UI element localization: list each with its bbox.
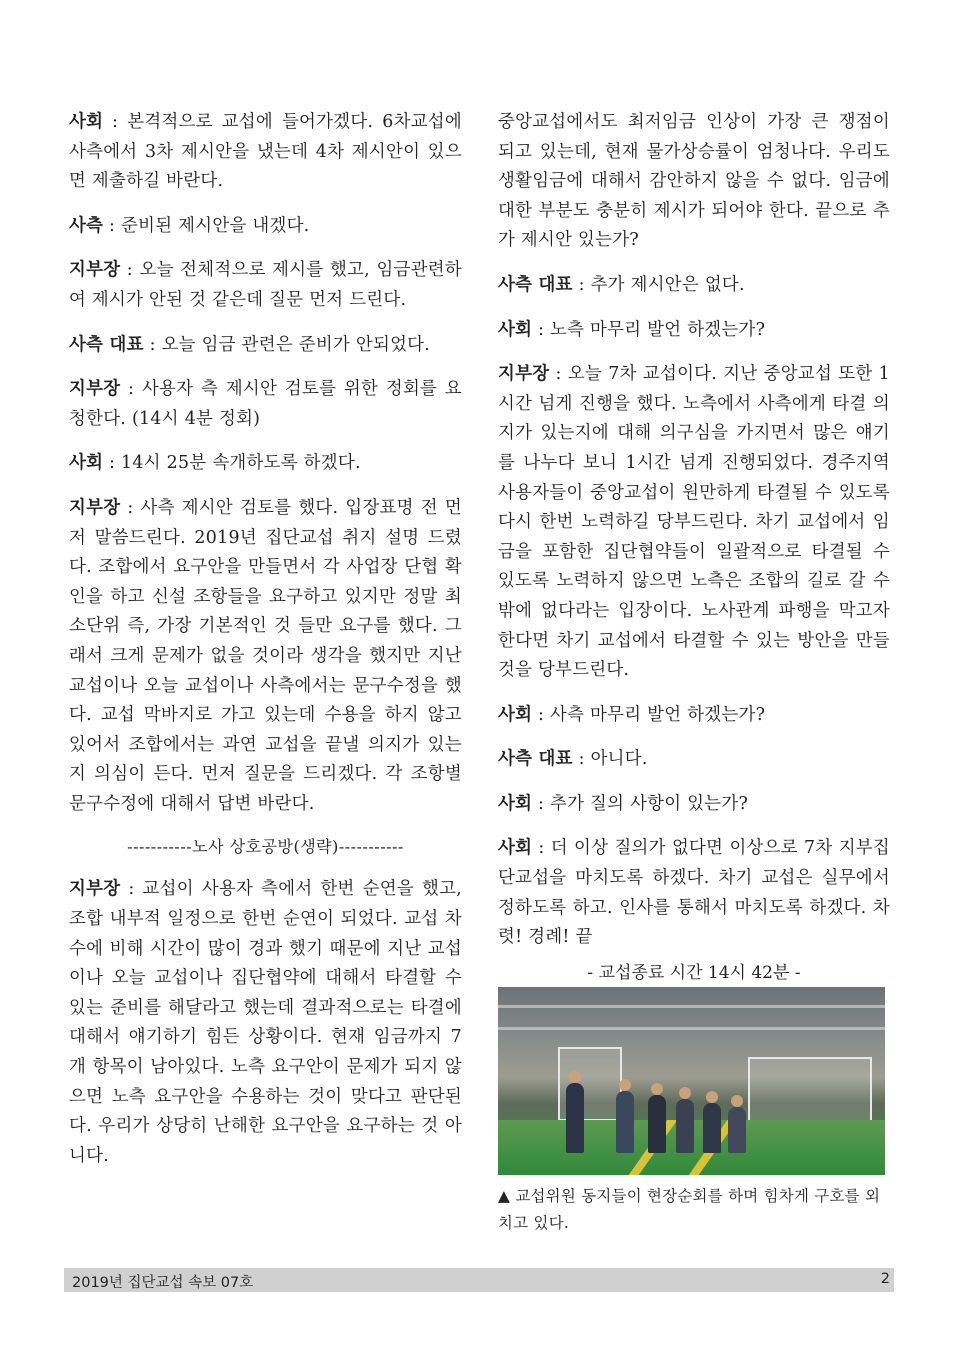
speaker-label: 사측 대표 — [69, 334, 144, 355]
dialogue-text: : 사측 제시안 검토를 했다. 입장표명 전 먼저 말씀드린다. 2019년 집단교섭 취지 설명 드렸다. 조합에서 요구안을 만들면서 각 사업장 단협 확인을 하고 신설 조항들을 요구하고 있지만 정말 최소단위 즉, 가장 기본적인 것 들만 요구를 했다. 그래서 크게 문제가 없을 것이라 생각을 했지만 지난 교섭이나 오늘 교섭이나 사측에서는 문구수정을 했다. 교섭 막바지로 가고 있는데 수용을 하지 않고 있어서 조합에서는 과연 교섭을 끝낼 의지가 있는지 의심이 든다. 먼저 질문을 드리겠다. 각 조항별 문구수정에 대해서 답변 바란다. — [69, 497, 462, 814]
factory-photo — [498, 987, 885, 1175]
dialogue-paragraph — [498, 271, 890, 301]
dialogue-text: : 준비된 제시안을 내겠다. — [103, 215, 310, 236]
worker-head — [619, 1079, 631, 1091]
speaker-label: 사측 대표 — [498, 274, 573, 295]
worker-head — [706, 1091, 718, 1103]
dialogue-paragraph — [69, 108, 462, 197]
worker-figure — [648, 1095, 666, 1153]
worker-head — [651, 1083, 663, 1095]
dialogue-paragraph — [69, 212, 462, 242]
left-column — [69, 108, 462, 1186]
dialogue-text: : 교섭이 사용자 측에서 한번 순연을 했고, 조합 내부적 일정으로 한번 순연이 되었다. 교섭 차수에 비해 시간이 많이 경과 했기 때문에 지난 교섭이나 오늘 교섭이나 집단협약에 대해서 타결할 수 있는 준비를 해달라고 했는데 결과적으로는 타결에 대해서 얘기하기 힘든 상황이다. 현재 임금까지 7개 항목이 남아있다. 노측 요구안이 문제가 되지 않으면 노측 요구안을 수용하는 것이 맞다고 판단된다. 우리가 상당히 난해한 요구안을 요구하는 것 아니다. — [69, 879, 462, 1166]
worker-figure — [728, 1107, 746, 1153]
speaker-label: 사측 — [69, 215, 104, 236]
dialogue-paragraph — [69, 256, 462, 315]
dialogue-paragraph — [498, 316, 890, 346]
dialogue-paragraph — [69, 331, 462, 361]
speaker-label: 사회 — [498, 838, 533, 859]
dialogue-text: : 더 이상 질의가 없다면 이상으로 7차 지부집단교섭을 마치도록 하겠다. 차기 교섭은 실무에서 정하도록 하고. 인사를 통해서 마치도록 하겠다. 차렷! 경례! 끝 — [498, 838, 890, 948]
dialogue-paragraph — [498, 834, 890, 952]
dialogue-paragraph — [69, 494, 462, 820]
worker-head — [679, 1087, 691, 1099]
dialogue-text: : 추가 질의 사항이 있는가? — [532, 793, 749, 814]
speaker-label: 사회 — [498, 704, 533, 725]
dialogue-paragraph — [69, 449, 462, 479]
worker-figure — [676, 1099, 694, 1153]
dialogue-text: 중앙교섭에서도 최저임금 인상이 가장 큰 쟁점이 되고 있는데, 현재 물가상승률이 엄청나다. 우리도 생활임금에 대해서 감안하지 않을 수 없다. 임금에 대한 부분도 충분히 제시가 되어야 한다. 끝으로 추가 제시안 있는가? — [498, 112, 890, 251]
end-time-note: - 교섭종료 시간 14시 42분 - — [587, 962, 801, 983]
dialogue-text: : 사측 마무리 발언 하겠는가? — [532, 704, 766, 725]
worker-figure — [566, 1083, 584, 1153]
dialogue-text: : 아니다. — [572, 749, 648, 770]
dialogue-paragraph — [498, 108, 890, 256]
section-separator: -----------노사 상호공방(생략)----------- — [127, 837, 404, 857]
speaker-label: 사회 — [498, 793, 533, 814]
speaker-label: 사회 — [69, 112, 104, 132]
photo-caption: ▲ 교섭위원 동지들이 현장순회를 하며 힘차게 구호를 외치고 있다. — [498, 1186, 881, 1232]
worker-figure — [703, 1103, 721, 1153]
dialogue-paragraph — [69, 875, 462, 1171]
dialogue-text: : 추가 제시안은 없다. — [572, 274, 745, 295]
dialogue-paragraph — [498, 360, 890, 686]
dialogue-text: : 오늘 전체적으로 제시를 했고, 임금관련하여 제시가 안된 것 같은데 질문 먼저 드린다. — [69, 260, 462, 310]
dialogue-paragraph — [498, 790, 890, 820]
dialogue-text: : 사용자 측 제시안 검토를 위한 정회를 요청한다. (14시 4분 정회) — [69, 379, 462, 429]
dialogue-text: : 오늘 임금 관련은 준비가 안되었다. — [143, 334, 431, 355]
speaker-label: 지부장 — [69, 260, 121, 281]
dialogue-paragraph — [498, 745, 890, 775]
dialogue-paragraph — [69, 375, 462, 434]
worker-head — [569, 1071, 581, 1083]
speaker-label: 사회 — [69, 453, 104, 474]
ceiling-beam — [498, 1027, 885, 1030]
speaker-label: 지부장 — [69, 879, 121, 900]
dialogue-text: : 본격적으로 교섭에 들어가겠다. 6차교섭에 사측에서 3차 제시안을 냈는데 4차 제시안이 있으면 제출하길 바란다. — [69, 112, 462, 192]
page-number: 2 — [880, 1271, 890, 1287]
dialogue-text: : 노측 마무리 발언 하겠는가? — [532, 319, 766, 340]
dialogue-paragraph — [498, 701, 890, 731]
speaker-label: 지부장 — [69, 497, 121, 518]
right-column — [498, 108, 890, 1237]
page-footer — [64, 1268, 894, 1292]
speaker-label: 지부장 — [69, 379, 121, 400]
speaker-label: 지부장 — [498, 364, 550, 385]
worker-figure — [616, 1091, 634, 1153]
worker-head — [731, 1095, 743, 1107]
dialogue-text: : 오늘 7차 교섭이다. 지난 중앙교섭 또한 1시간 넘게 진행을 했다. 노측에서 사측에게 타결 의지가 있는지에 대해 의구심을 가지면서 많은 얘기를 나누다 보니 1시간 넘게 진행되었다. 경주지역 사용자들이 중앙교섭이 원만하게 타결될 수 있도록 다시 한번 노력하길 당부드린다. 차기 교섭에서 임금을 포함한 집단협약들이 일괄적으로 타결될 수 있도록 노력하지 않으면 노측은 조합의 길로 갈 수밖에 없다라는 입장이다. 노사관계 파행을 막고자 한다면 차기 교섭에서 타결할 수 있는 방안을 만들 것을 당부드린다. — [498, 364, 890, 681]
dialogue-text: : 14시 25분 속개하도록 하겠다. — [103, 453, 361, 474]
speaker-label: 사회 — [498, 319, 533, 340]
footer-title: 2019년 집단교섭 속보 07호 — [72, 1275, 254, 1291]
speaker-label: 사측 대표 — [498, 749, 573, 770]
ceiling-beam — [498, 1005, 885, 1008]
